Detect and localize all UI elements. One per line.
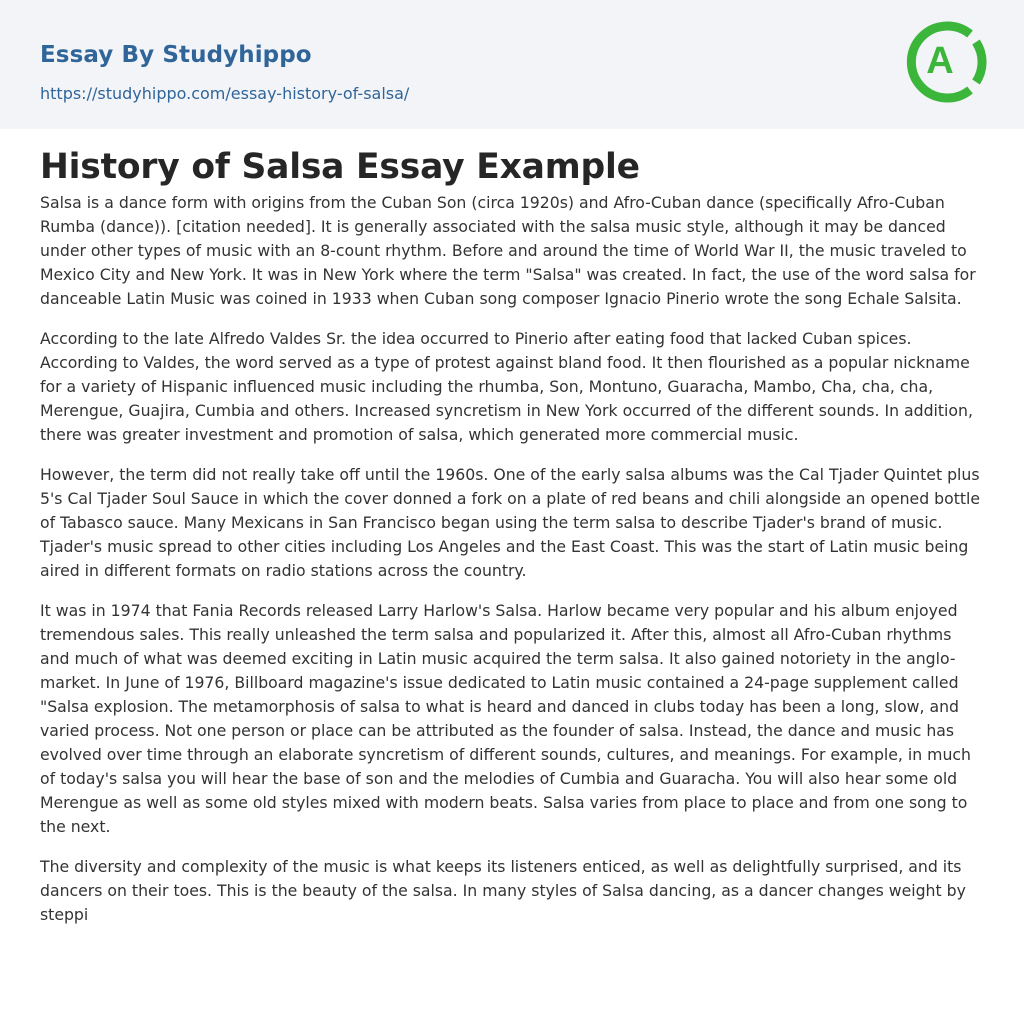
article	[0, 147, 1024, 927]
paragraph-5: The diversity and complexity of the music is what keeps its listeners enticed, as well as delightfully surprised, and its dancers on their toes. This is the beauty of the salsa. In many styles of Salsa dancing, as a dancer changes weight by steppi	[40, 857, 966, 924]
paragraph-4: It was in 1974 that Fania Records released Larry Harlow's Salsa. Harlow became very popular and his album enjoyed tremendous sales. This really unleashed the term salsa and popularized it. After this, almost all Afro-Cuban rhythms and much of what was deemed exciting in Latin music acquired the term salsa. It also gained notoriety in the anglo-market. In June of 1976, Billboard magazine's issue dedicated to Latin music contained a 24-page supplement called "Salsa explosion. The metamorphosis of salsa to what is heard and danced in clubs today has been a long, slow, and varied process. Not one person or place can be attributed as the founder of salsa. Instead, the dance and music has evolved over time through an elaborate syncretism of different sounds, cultures, and meanings. For example, in much of today's salsa you will hear the base of son and the melodies of Cumbia and Guaracha. You will also hear some old Merengue as well as some old styles mixed with modern beats. Salsa varies from place to place and from one song to the next.	[40, 601, 971, 836]
logo-letter: A	[926, 40, 954, 82]
page-title: History of Salsa Essay Example	[40, 147, 640, 187]
paragraph-3: However, the term did not really take off until the 1960s. One of the early salsa albums was the Cal Tjader Quintet plus 5's Cal Tjader Soul Sauce in which the cover donned a fork on a plate of red beans and chili alongside an opened bottle of Tabasco sauce. Many Mexicans in San Francisco began using the term salsa to describe Tjader's brand of music. Tjader's music spread to other cities including Los Angeles and the East Coast. This was the start of Latin music being aired in different formats on radio stations across the country.	[40, 465, 981, 580]
studyhippo-logo-icon[interactable]	[906, 20, 990, 104]
page-url-link[interactable]: https://studyhippo.com/essay-history-of-salsa/	[40, 84, 410, 103]
paragraph-1: Salsa is a dance form with origins from the Cuban Son (circa 1920s) and Afro-Cuban dance (specifically Afro-Cuban Rumba (dance)). [citation needed]. It is generally associated with the salsa music style, although it may be danced under other types of music with an 8-count rhythm. Before and around the time of World War II, the music traveled to Mexico City and New York. It was in New York where the term "Salsa" was created. In fact, the use of the word salsa for danceable Latin Music was coined in 1933 when Cuban song composer Ignacio Pinerio wrote the song Echale Salsita.	[40, 193, 976, 308]
site-brand[interactable]: Essay By Studyhippo	[40, 42, 312, 68]
site-header	[0, 0, 1024, 129]
paragraph-2: According to the late Alfredo Valdes Sr. the idea occurred to Pinerio after eating food that lacked Cuban spices. According to Valdes, the word served as a type of protest against bland food. It then flourished as a popular nickname for a variety of Hispanic influenced music including the rhumba, Son, Montuno, Guaracha, Mambo, Cha, cha, cha, Merengue, Guajira, Cumbia and others. Increased syncretism in New York occurred of the different sounds. In addition, there was greater investment and promotion of salsa, which generated more commercial music.	[40, 329, 973, 444]
